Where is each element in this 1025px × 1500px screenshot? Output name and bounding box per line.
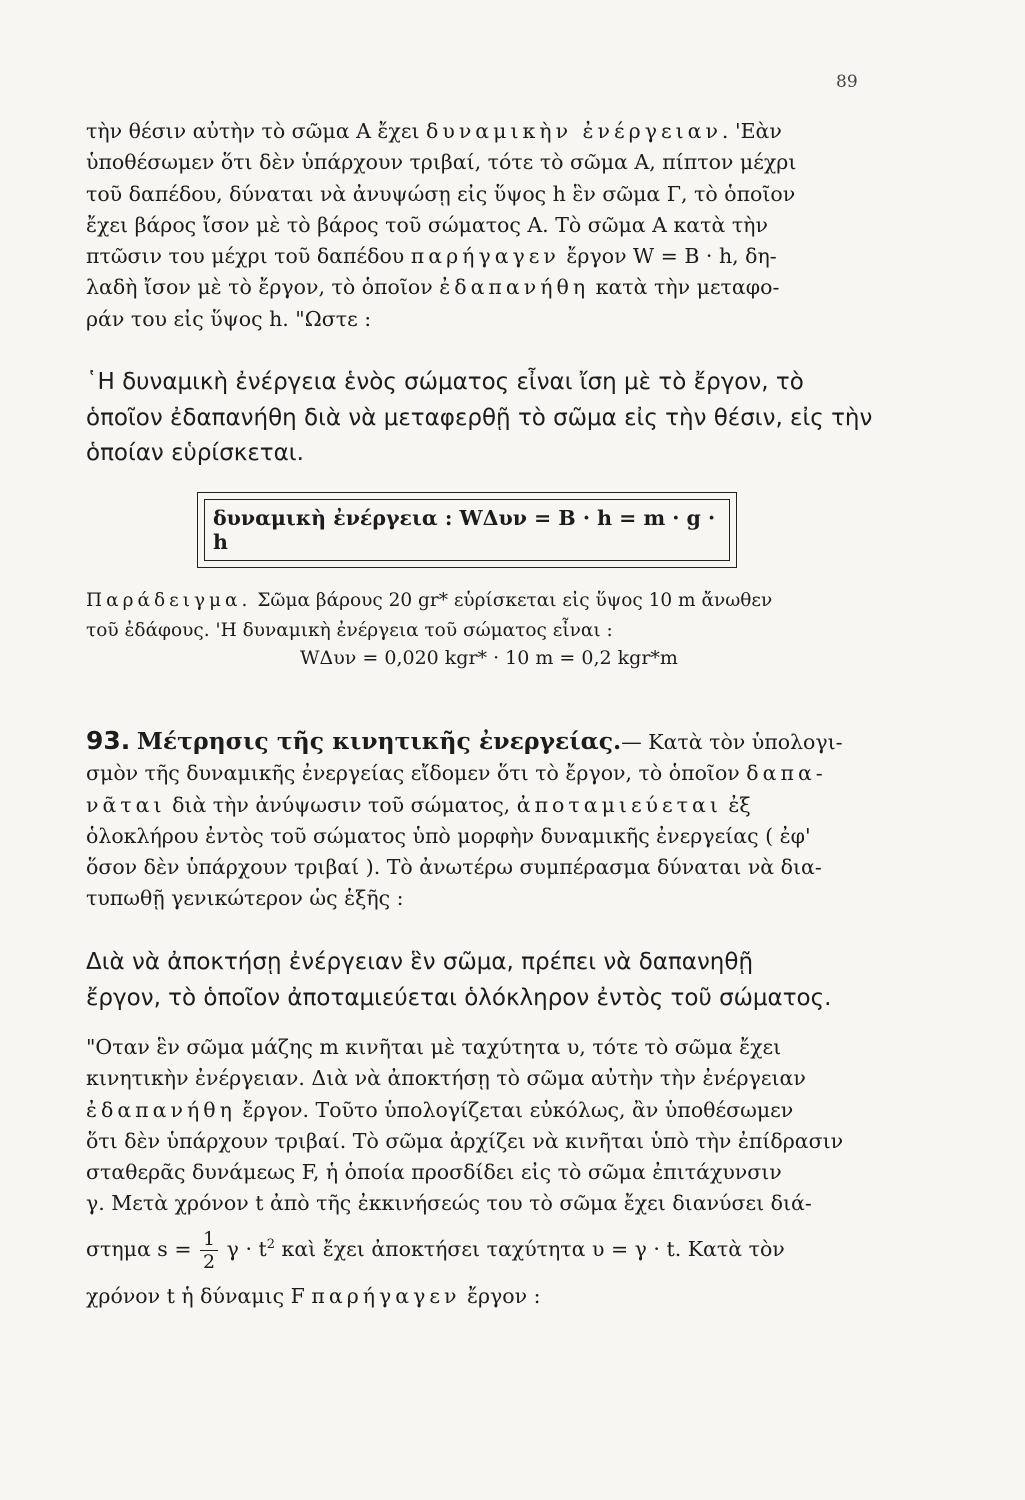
text-line: ὅσον δὲν ὑπάρχουν τριβαί ). Τὸ ἀνωτέρω συμπέρασμα δύναται νὰ δια- bbox=[86, 855, 822, 880]
page-number: 89 bbox=[836, 72, 858, 92]
formula-box-inner: δυναμικὴ ἐνέργεια : WΔυν = B · h = m · g · h bbox=[204, 499, 730, 561]
text-line: ὁποίαν εὑρίσκεται. bbox=[86, 440, 304, 466]
text-line: τοῦ δαπέδου, δύναται νὰ ἀνυψώσῃ εἰς ὕψος h ἓν σῶμα Γ, τὸ ὁποῖον bbox=[86, 181, 796, 206]
text-line: ράν του εἰς ὕψος h. "Ωστε : bbox=[86, 306, 372, 331]
text-line-with-fraction: στημα s = $\frac{1}{2}$ $\gamma \cdot t^2$ καὶ ἔχει ἀποκτήσει ταχύτητα υ = γ · t. Κατὰ τὸν bbox=[86, 1227, 785, 1273]
formula-box bbox=[197, 492, 737, 568]
section-heading-line: 93. Μέτρησις τῆς κινητικῆς ἐνεργείας.— Κατὰ τὸν ὑπολογι- bbox=[86, 726, 843, 755]
text-line: σμὸν τῆς δυναμικῆς ἐνεργείας εἴδομεν ὅτι τὸ ἔργον, τὸ ὁποῖον δαπα- bbox=[86, 761, 827, 786]
text-line: ὑποθέσωμεν ὅτι δὲν ὑπάρχουν τριβαί, τότε τὸ σῶμα Α, πίπτον μέχρι bbox=[86, 150, 797, 175]
text-line: ἐδαπανήθη ἔργον. Τοῦτο ὑπολογίζεται εὐκόλως, ἂν ὑποθέσωμεν bbox=[86, 1097, 794, 1122]
example-formula: WΔυν = 0,020 kgr* · 10 m = 0,2 kgr*m bbox=[300, 647, 678, 669]
text-line: "Οταν ἓν σῶμα μάζης m κινῆται μὲ ταχύτητα υ, τότε τὸ σῶμα ἔχει bbox=[86, 1035, 782, 1059]
text-line: νᾶται διὰ τὴν ἀνύψωσιν τοῦ σώματος, ἀποταμιεύεται ἐξ bbox=[86, 792, 751, 817]
section-93 bbox=[86, 725, 912, 915]
text-line: Διὰ νὰ ἀποκτήσῃ ἐνέργειαν ἓν σῶμα, πρέπει νὰ δαπανηθῇ bbox=[86, 949, 754, 975]
text-line: ὁλοκλήρου ἐντὸς τοῦ σώματος ὑπὸ μορφὴν δυναμικῆς ἐνεργείας ( ἐφ' bbox=[86, 823, 811, 848]
example bbox=[86, 586, 912, 646]
paragraph-intro bbox=[86, 116, 912, 335]
text-line: τυπωθῇ γενικώτερον ὡς ἑξῆς : bbox=[86, 886, 404, 911]
text-line: ἔργον, τὸ ὁποῖον ἀποταμιεύεται ὁλόκληρον ἐντὸς τοῦ σώματος. bbox=[86, 984, 832, 1011]
text-line: ἔχει βάρος ἴσον μὲ τὸ βάρος τοῦ σώματος Α. Τὸ σῶμα Α κατὰ τὴν bbox=[86, 212, 768, 237]
text-line: πτῶσιν του μέχρι τοῦ δαπέδου παρήγαγεν ἔργον W = B · h, δη- bbox=[86, 244, 777, 269]
text-line: κινητικὴν ἐνέργειαν. Διὰ νὰ ἀποκτήσῃ τὸ σῶμα αὐτὴν τὴν ἐνέργειαν bbox=[86, 1066, 806, 1091]
text-line: τὴν θέσιν αὐτὴν τὸ σῶμα Α ἔχει δυναμικὴν ἐνέργειαν. 'Εὰν bbox=[86, 119, 782, 143]
text-line: χρόνον t ἡ δύναμις F παρήγαγεν ἔργον : bbox=[86, 1283, 541, 1308]
section-number: 93. bbox=[86, 726, 131, 755]
text-line: ῾Η δυναμικὴ ἐνέργεια ἑνὸς σώματος εἶναι ἴση μὲ τὸ ἔργον, τὸ bbox=[86, 369, 804, 395]
text-line: σταθερᾶς δυνάμεως F, ἡ ὁποία προσδίδει εἰς τὸ σῶμα ἐπιτάχυνσιν bbox=[86, 1160, 782, 1185]
rule-energy-acquisition bbox=[86, 945, 912, 1016]
example-label: Παράδειγμα. bbox=[86, 590, 252, 611]
fraction-one-half: $\frac{1}{2}$ bbox=[200, 1228, 218, 1273]
text-line: γ. Μετὰ χρόνον t ἀπὸ τῆς ἐκκινήσεώς του τὸ σῶμα ἔχει διανύσει διά- bbox=[86, 1191, 812, 1216]
rule-potential-energy bbox=[86, 365, 912, 472]
text-line: λαδὴ ἴσον μὲ τὸ ἔργον, τὸ ὁποῖον ἐδαπανήθη κατὰ τὴν μεταφο- bbox=[86, 275, 780, 300]
text-line: ὁποῖον ἐδαπανήθη διὰ νὰ μεταφερθῇ τὸ σῶμα εἰς τὴν θέσιν, εἰς τὴν bbox=[86, 404, 873, 431]
section-title: Μέτρησις τῆς κινητικῆς ἐνεργείας. bbox=[136, 727, 622, 755]
text-line: ὅτι δὲν ὑπάρχουν τριβαί. Τὸ σῶμα ἀρχίζει νὰ κινῆται ὑπὸ τὴν ἐπίδρασιν bbox=[86, 1128, 844, 1153]
text-line: τοῦ ἐδάφους. 'Η δυναμικὴ ἐνέργεια τοῦ σώματος εἶναι : bbox=[86, 620, 613, 641]
paragraph-kinetic bbox=[86, 1032, 912, 1312]
text-line: Παράδειγμα. Σῶμα βάρους 20 gr* εὑρίσκεται εἰς ὕψος 10 m ἄνωθεν bbox=[86, 590, 773, 611]
